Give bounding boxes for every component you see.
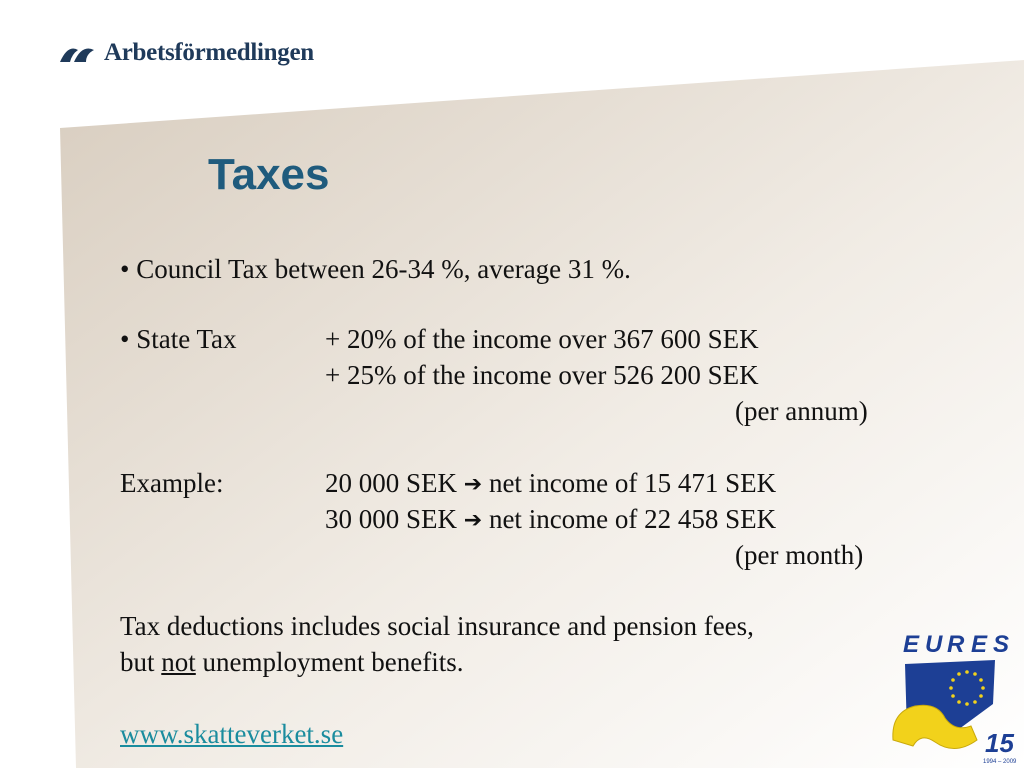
example-label: Example: bbox=[120, 468, 224, 498]
eures-anniversary-number: 15 bbox=[985, 728, 1014, 758]
state-tax-note: (per annum) bbox=[735, 396, 868, 426]
eures-letter-r: R bbox=[947, 631, 965, 658]
example-row-1-amount: 20 000 SEK bbox=[325, 468, 458, 498]
eures-letter-e: E bbox=[903, 631, 920, 658]
eures-letter-u: U bbox=[925, 631, 943, 658]
state-tax-line-1: + 20% of the income over 367 600 SEK bbox=[325, 324, 759, 354]
deductions-line-1: Tax deductions includes social insurance and pension fees, bbox=[120, 611, 754, 641]
example-row-2 bbox=[325, 501, 776, 540]
eures-years: 1994 – 2009 bbox=[983, 759, 1017, 765]
page-title: Taxes bbox=[208, 150, 330, 199]
deductions-underlined: not bbox=[161, 647, 196, 677]
right-arrow-icon: ➔ bbox=[463, 508, 483, 533]
skatteverket-link[interactable] bbox=[120, 716, 343, 752]
logo-text: Arbetsförmedlingen bbox=[104, 39, 314, 66]
state-tax-line-2: + 25% of the income over 526 200 SEK bbox=[325, 360, 759, 390]
eures-logo bbox=[885, 622, 1024, 768]
skatteverket-link-text[interactable]: www.skatteverket.se bbox=[120, 719, 344, 749]
deductions-post: unemployment benefits. bbox=[202, 647, 464, 677]
logo-swoosh-icon bbox=[58, 42, 98, 64]
example-note: (per month) bbox=[735, 540, 864, 570]
eures-letter-e2: E bbox=[971, 631, 988, 658]
eures-letter-s: S bbox=[993, 631, 1010, 658]
example-row-1 bbox=[325, 465, 776, 504]
deductions-pre: but bbox=[120, 647, 155, 677]
example-row-1-result: net income of 15 471 SEK bbox=[488, 468, 777, 498]
state-tax-label: • State Tax bbox=[120, 324, 237, 354]
council-tax-text: • Council Tax between 26-34 %, average 31 %. bbox=[120, 254, 631, 284]
example-row-2-amount: 30 000 SEK bbox=[325, 504, 458, 534]
example-row-2-result: net income of 22 458 SEK bbox=[488, 504, 777, 534]
deductions-line-2 bbox=[120, 644, 463, 680]
right-arrow-icon: ➔ bbox=[463, 472, 483, 497]
arbetsformedlingen-logo bbox=[58, 38, 314, 68]
